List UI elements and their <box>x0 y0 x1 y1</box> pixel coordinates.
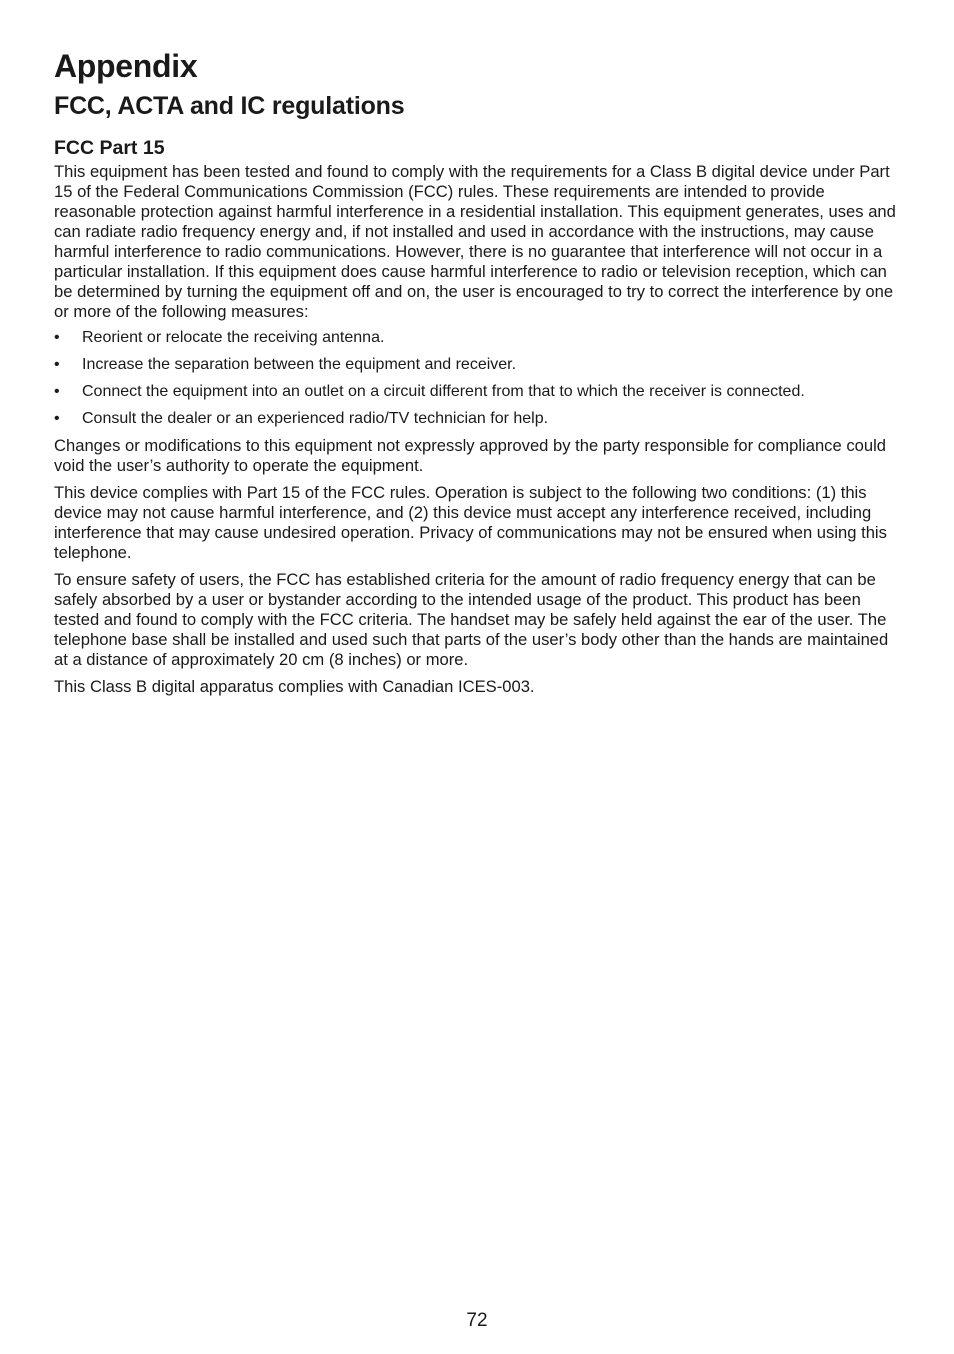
page-title: Appendix <box>54 48 198 84</box>
bullet-icon: • <box>54 356 60 373</box>
modifications-paragraph: Changes or modifications to this equipment not expressly approved by the party responsible for compliance could void the user’s authority to operate the equipment. <box>54 436 886 475</box>
list-item <box>54 409 904 429</box>
ices-paragraph: This Class B digital apparatus complies with Canadian ICES-003. <box>54 677 535 696</box>
list-item-text: Reorient or relocate the receiving antenna. <box>82 329 385 346</box>
page-number: 72 <box>466 1310 488 1331</box>
list-item-text: Consult the dealer or an experienced radio/TV technician for help. <box>82 410 549 427</box>
subsection-title: FCC Part 15 <box>54 137 165 159</box>
bullet-icon: • <box>54 329 60 346</box>
list-item <box>54 382 904 402</box>
section-title: FCC, ACTA and IC regulations <box>54 92 405 120</box>
list-item-text: Increase the separation between the equipment and receiver. <box>82 356 517 373</box>
list-item-text: Connect the equipment into an outlet on a circuit different from that to which the receiver is connected. <box>82 383 805 400</box>
bullet-icon: • <box>54 383 60 400</box>
page-content <box>54 44 904 697</box>
compliance-paragraph: This device complies with Part 15 of the FCC rules. Operation is subject to the following two conditions: (1) this device may not cause harmful interference, and (2) this device must accept any interference received, including interference that may cause undesired operation. Privacy of communications may not be ensured when using this telephone. <box>54 483 887 562</box>
bullet-icon: • <box>54 410 60 427</box>
list-item <box>54 328 904 348</box>
measures-list <box>54 328 904 429</box>
list-item <box>54 355 904 375</box>
intro-paragraph: This equipment has been tested and found to comply with the requirements for a Class B digital device under Part 15 of the Federal Communications Commission (FCC) rules. These requirements are intended to provide reasonable protection against harmful interference in a residential installation. This equipment generates, uses and can radiate radio frequency energy and, if not installed and used in accordance with the instructions, may cause harmful interference to radio communications. However, there is no guarantee that interference will not occur in a particular installation. If this equipment does cause harmful interference to radio or television reception, which can be determined by turning the equipment off and on, the user is encouraged to try to correct the interference by one or more of the following measures: <box>54 162 896 321</box>
rf-safety-paragraph: To ensure safety of users, the FCC has established criteria for the amount of radio frequency energy that can be safely absorbed by a user or bystander according to the intended usage of the product. This product has been tested and found to comply with the FCC criteria. The handset may be safely held against the ear of the user. The telephone base shall be installed and used such that parts of the user’s body other than the hands are maintained at a distance of approximately 20 cm (8 inches) or more. <box>54 570 889 669</box>
